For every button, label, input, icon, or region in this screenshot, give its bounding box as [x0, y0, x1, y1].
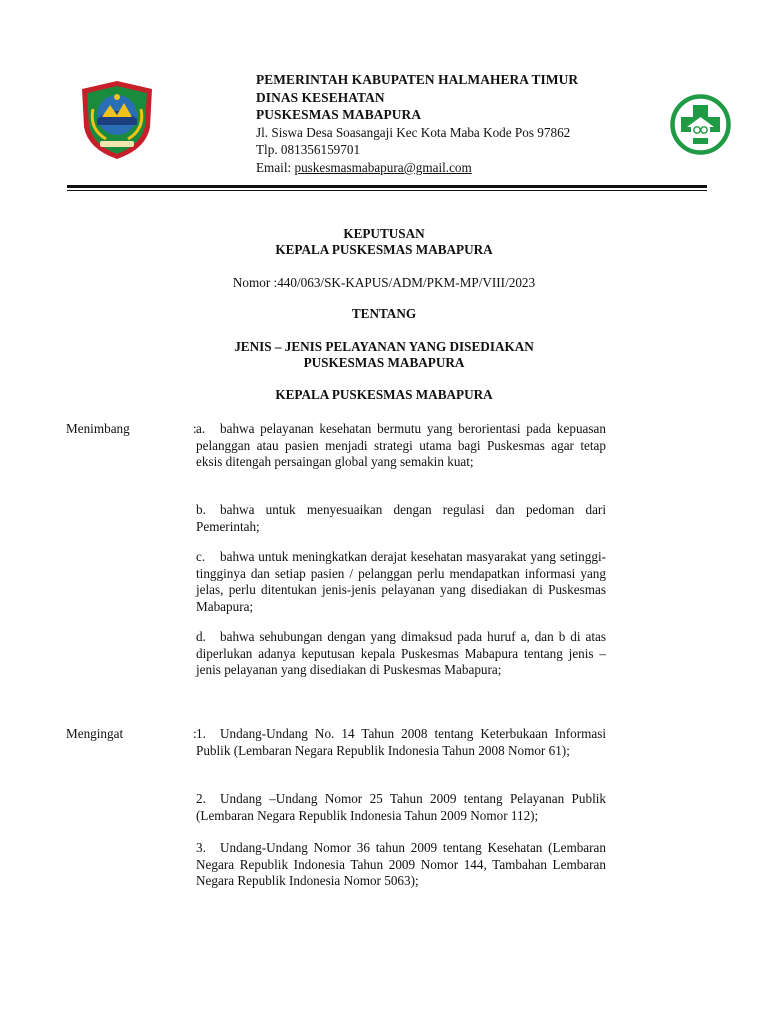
item-text: Undang-Undang Nomor 36 tahun 2009 tentang Kesehatan (Lembaran Negara Republik Indonesia Tahun 2009 Nomor 144, Tambahan Lembaran Negara Republik Indonesia Nomor 5063);: [196, 840, 606, 888]
header-rule-thick: [67, 185, 707, 188]
item-marker: d.: [196, 629, 206, 644]
email-label: Email:: [256, 159, 295, 175]
puskesmas-name: PUSKESMAS MABAPURA: [256, 107, 422, 123]
regency-emblem-icon: [76, 79, 158, 161]
subject-line-2: PUSKESMAS MABAPURA: [303, 355, 465, 370]
menimbang-item-b: [196, 502, 606, 535]
mengingat-item-1: [196, 726, 606, 759]
decision-number: Nomor :440/063/SK-KAPUS/ADM/PKM-MP/VIII/2023: [232, 275, 536, 290]
item-marker: 3.: [196, 840, 206, 855]
item-text: Undang –Undang Nomor 25 Tahun 2009 tentang Pelayanan Publik (Lembaran Negara Republik Indonesia Tahun 2009 Nomor 112);: [196, 791, 606, 823]
decision-issuer-title: KEPALA PUSKESMAS MABAPURA: [275, 242, 493, 257]
mengingat-item-2: [196, 791, 606, 824]
item-marker: c.: [196, 549, 206, 564]
government-name: PEMERINTAH KABUPATEN HALMAHERA TIMUR: [256, 72, 579, 87]
item-marker: 2.: [196, 791, 206, 806]
item-marker: a.: [196, 421, 206, 436]
item-marker: 1.: [196, 726, 206, 741]
agency-name: DINAS KESEHATAN: [256, 89, 385, 105]
menimbang-item-a: [196, 421, 606, 471]
menimbang-item-d: [196, 629, 606, 679]
address: Jl. Siswa Desa Soasangaji Kec Kota Maba Kode Pos 97862: [256, 124, 571, 140]
item-text: bahwa sehubungan dengan yang dimaksud pada huruf a, dan b di atas diperlukan adanya keputusan kepala Puskesmas Mabapura tentang jenis – jenis pelayanan yang disediakan di Puskesmas Mabapura;: [196, 629, 606, 677]
item-text: bahwa untuk menyesuaikan dengan regulasi dan pedoman dari Pemerintah;: [196, 502, 606, 534]
phone: Tlp. 081356159701: [256, 142, 361, 158]
menimbang-label: Menimbang: [66, 421, 130, 436]
mengingat-item-3: [196, 840, 606, 890]
puskesmas-cross-icon: [669, 93, 732, 156]
header-rule-thin: [67, 190, 707, 191]
letterhead: [256, 71, 656, 177]
tentang-heading: TENTANG: [351, 306, 417, 321]
menimbang-item-c: [196, 549, 606, 615]
item-text: bahwa untuk meningkatkan derajat kesehatan masyarakat yang setinggi-tingginya dan setiap pasien / pelanggan perlu mendapatkan informasi yang jelas, perlu ditentukan jenis-jenis pelayanan yang disediakan di Puskesmas Mabapura;: [196, 549, 606, 614]
mengingat-colon: :: [193, 726, 197, 741]
issuer-heading: KEPALA PUSKESMAS MABAPURA: [275, 387, 493, 402]
subject-line-1: JENIS – JENIS PELAYANAN YANG DISEDIAKAN: [234, 339, 534, 354]
email-link[interactable]: puskesmasmabapura@gmail.com: [294, 159, 472, 175]
menimbang-colon: :: [193, 421, 197, 436]
item-marker: b.: [196, 502, 206, 517]
item-text: Undang-Undang No. 14 Tahun 2008 tentang Keterbukaan Informasi Publik (Lembaran Negara Republik Indonesia Tahun 2008 Nomor 61);: [196, 726, 606, 758]
mengingat-label: Mengingat: [66, 726, 124, 741]
decision-title: KEPUTUSAN: [343, 226, 425, 241]
email-line: [256, 159, 656, 177]
item-text: bahwa pelayanan kesehatan bermutu yang berorientasi pada kepuasan pelanggan atau pasien menjadi strategi utama bagi Puskesmas agar tetap eksis ditengah persaingan global yang semakin kuat;: [196, 421, 606, 469]
